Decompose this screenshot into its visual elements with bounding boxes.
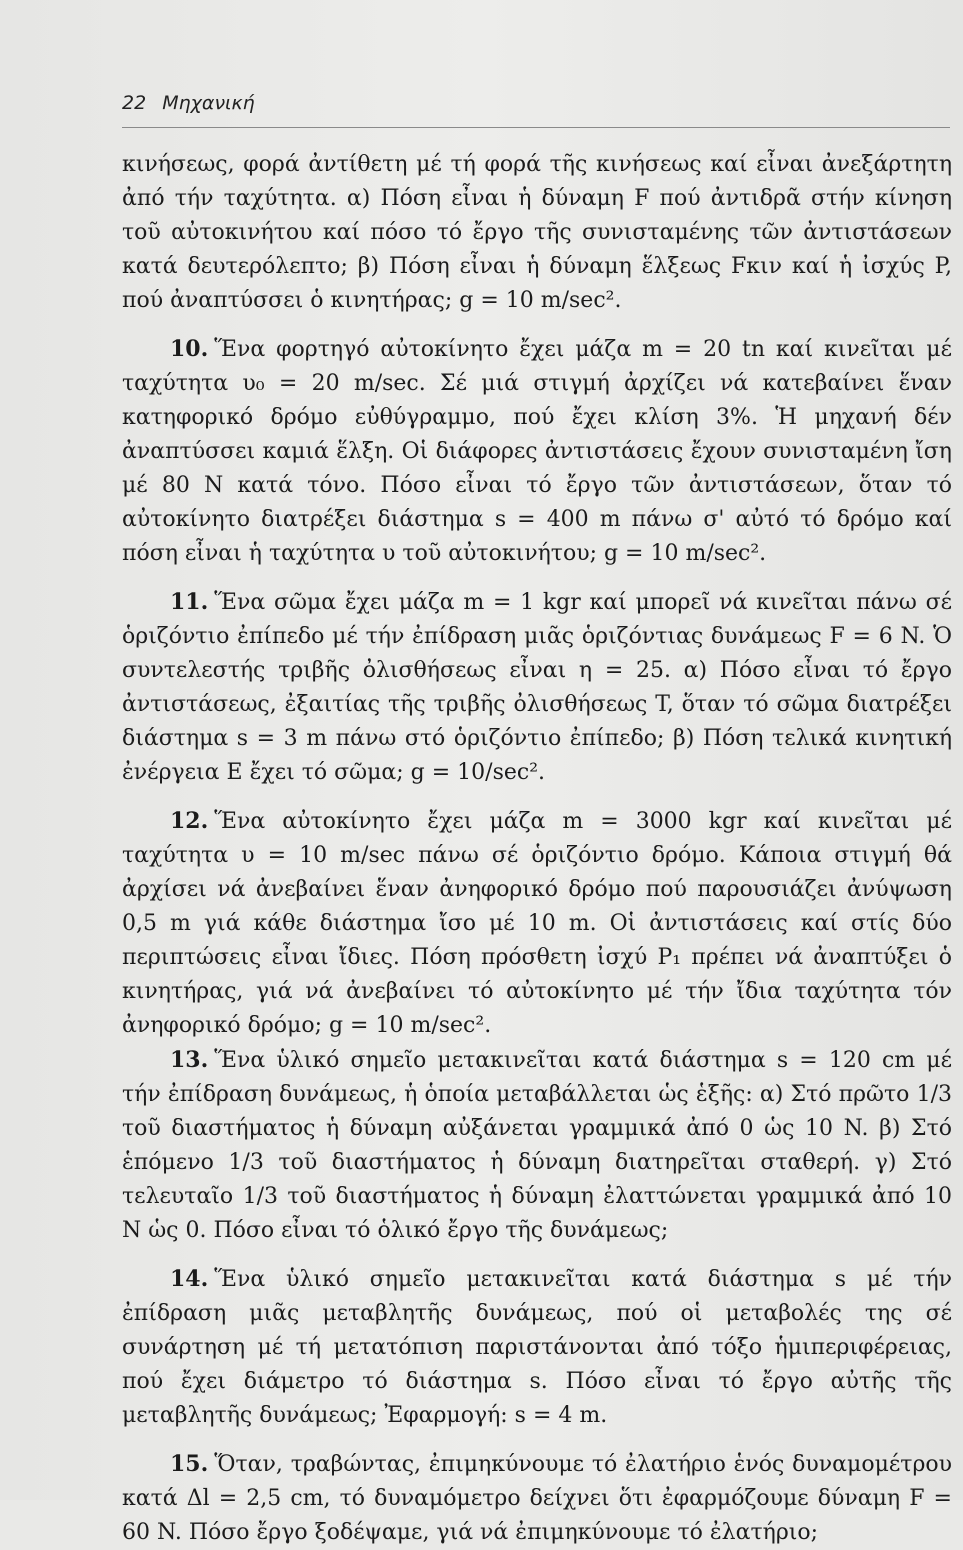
chapter-title: Μηχανική [162, 92, 255, 114]
problem-text: Ἕνα ὑλικό σημεῖο μετακινεῖται κατά διάστημα s μέ τήν ἐπίδραση μιᾶς μεταβλητῆς δυνάμεως, πού οἱ μεταβολές της σέ συνάρτηση μέ τή μετατόπιση παριστάνονται ἀπό τόξο ἡμιπεριφέρειας, πού ἔχει διάμετρο τό διάστημα s. Πόσο εἶναι τό ἔργο αὐτῆς τῆς μεταβλητῆς δυνάμεως; Ἐφαρμογή: s = 4 m. [122, 1267, 952, 1428]
problem-13 [122, 1043, 952, 1248]
problem-number: 12. [170, 808, 209, 834]
problem-text: Ἕνα αὐτοκίνητο ἔχει μάζα m = 3000 kgr καί κινεῖται μέ ταχύτητα υ = 10 m/sec πάνω σέ ὁριζόντιο δρόμο. Κάποια στιγμή θά ἀρχίσει νά ἀνεβαίνει ἕναν ἀνηφορικό δρόμο πού παρουσιάζει ἀνύψωση 0,5 m γιά κάθε διάστημα ἴσο μέ 10 m. Οἱ ἀντιστάσεις καί στίς δύο περιπτώσεις εἶναι ἴδιες. Πόση πρόσθετη ἰσχύ P₁ πρέπει νά ἀναπτύξει ὁ κινητήρας, γιά νά ἀνεβαίνει τό αὐτοκίνητο μέ τήν ἴδια ταχύτητα τόν ἀνηφορικό δρόμο; g = 10 m/sec². [122, 809, 952, 1038]
problem-text: Ἕνα ὑλικό σημεῖο μετακινεῖται κατά διάστημα s = 120 cm μέ τήν ἐπίδραση δυνάμεως, ἡ ὁποία μεταβάλλεται ὡς ἑξῆς: α) Στό πρῶτο 1/3 τοῦ διαστήματος ἡ δύναμη αὐξάνεται γραμμικά ἀπό 0 ὡς 10 N. β) Στό ἑπόμενο 1/3 τοῦ διαστήματος ἡ δύναμη διατηρεῖται σταθερή. γ) Στό τελευταῖο 1/3 τοῦ διαστήματος ἡ δύναμη ἐλαττώνεται γραμμικά ἀπό 10 N ὡς 0. Πόσο εἶναι τό ὁλικό ἔργο τῆς δυνάμεως; [122, 1048, 952, 1243]
problem-text: Ἕνα σῶμα ἔχει μάζα m = 1 kgr καί μπορεῖ νά κινεῖται πάνω σέ ὁριζόντιο ἐπίπεδο μέ τήν ἐπίδραση μιᾶς ὁριζόντιας δυνάμεως F = 6 N. Ὁ συντελεστής τριβῆς ὀλισθήσεως εἶναι η = 25. α) Πόσο εἶναι τό ἔργο ἀντιστάσεως, ἐξαιτίας τῆς τριβῆς ὀλισθήσεως T, ὅταν τό σῶμα διατρέξει διάστημα s = 3 m πάνω στό ὁριζόντιο ἐπίπεδο; β) Πόση τελικά κινητική ἐνέργεια E ἔχει τό σῶμα; g = 10/sec². [122, 590, 952, 785]
problem-number: 14. [170, 1266, 209, 1292]
problem-text: Ὅταν, τραβώντας, ἐπιμηκύνουμε τό ἐλατήριο ἑνός δυναμομέτρου κατά Δl = 2,5 cm, τό δυναμόμετρο δείχνει ὅτι ἐφαρμόζουμε δύναμη F = 60 N. Πόσο ἔργο ξοδέψαμε, γιά νά ἐπιμηκύνουμε τό ἐλατήριο; [122, 1452, 952, 1545]
page-number: 22 [122, 92, 147, 114]
page-body [122, 148, 952, 1550]
problem-text: Ἕνα φορτηγό αὐτοκίνητο ἔχει μάζα m = 20 tn καί κινεῖται μέ ταχύτητα υ₀ = 20 m/sec. Σέ μιά στιγμή ἀρχίζει νά κατεβαίνει ἕναν κατηφορικό δρόμο εὐθύγραμμο, πού ἔχει κλίση 3%. Ἡ μηχανή δέν ἀναπτύσσει καμιά ἕλξη. Οἱ διάφορες ἀντιστάσεις ἔχουν συνισταμένη ἴση μέ 80 N κατά τόνο. Πόσο εἶναι τό ἔργο τῶν ἀντιστάσεων, ὅταν τό αὐτοκίνητο διατρέξει διάστημα s = 400 m πάνω σ' αὐτό τό δρόμο καί πόση εἶναι ἡ ταχύτητα υ τοῦ αὐτοκινήτου; g = 10 m/sec². [122, 337, 952, 566]
problem-15 [122, 1447, 952, 1550]
problem-14 [122, 1262, 952, 1433]
intro-paragraph: κινήσεως, φορά ἀντίθετη μέ τή φορά τῆς κινήσεως καί εἶναι ἀνεξάρτητη ἀπό τήν ταχύτητα. α) Πόση εἶναι ἡ δύναμη F πού ἀντιδρᾶ στήν κίνηση τοῦ αὐτοκινήτου καί πόσο τό ἔργο τῆς συνισταμένης τῶν ἀντιστάσεων κατά δευτερόλεπτο; β) Πόση εἶναι ἡ δύναμη ἕλξεως Fκιν καί ἡ ἰσχύς P, πού ἀναπτύσσει ὁ κινητήρας; g = 10 m/sec². [122, 152, 952, 313]
problem-10 [122, 332, 952, 571]
problem-number: 11. [170, 589, 209, 615]
problem-12 [122, 804, 952, 1043]
problem-11 [122, 585, 952, 790]
running-header [122, 92, 255, 114]
problem-number: 15. [170, 1451, 209, 1477]
header-rule [122, 127, 950, 128]
problem-number: 10. [170, 336, 209, 362]
problem-number: 13. [170, 1047, 209, 1073]
